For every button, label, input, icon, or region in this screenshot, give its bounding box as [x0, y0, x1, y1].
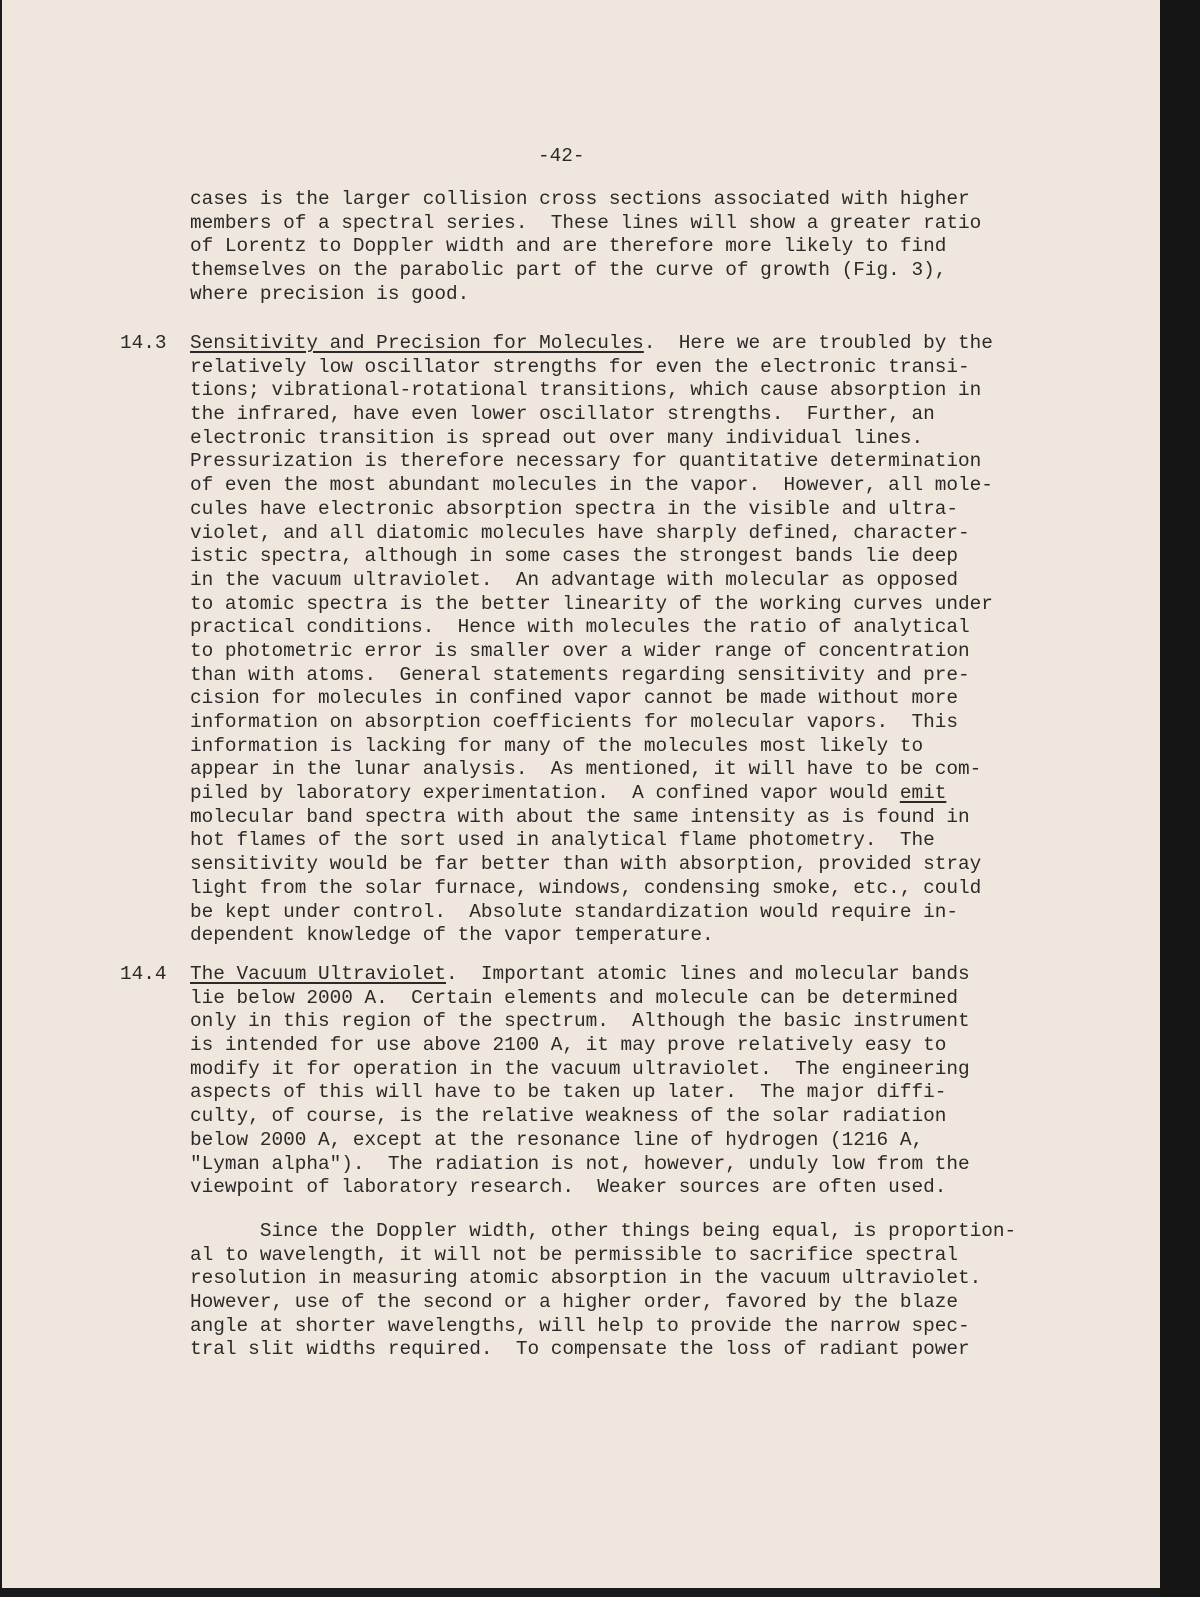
- text-segment: piled by laboratory experimentation. A confined vapor would: [190, 782, 900, 805]
- text-line: practical conditions. Hence with molecules the ratio of analytical: [190, 616, 970, 639]
- text-line: [190, 782, 993, 806]
- text-line: is intended for use above 2100 A, it may prove relatively easy to: [190, 1034, 947, 1057]
- text-line: information on absorption coefficients for molecular vapors. This: [190, 711, 958, 733]
- text-line: However, use of the second or a higher order, favored by the blaze: [190, 1291, 958, 1314]
- paragraph-intro: [190, 188, 981, 306]
- text-segment: . Important atomic lines and molecular bands: [446, 963, 970, 985]
- paragraph-vacuum-uv-continued: [190, 1220, 1016, 1362]
- section-number: 14.4: [120, 963, 167, 985]
- text-line: aspects of this will have to be taken up later. The major diffi-: [190, 1081, 947, 1104]
- text-line: in the vacuum ultraviolet. An advantage with molecular as opposed: [190, 568, 958, 591]
- text-line: [190, 963, 970, 987]
- text-line: appear in the lunar analysis. As mentioned, it will have to be com-: [190, 758, 982, 781]
- section-14-3: [120, 332, 993, 948]
- text-line: angle at shorter wavelengths, will help to provide the narrow spec-: [190, 1314, 970, 1337]
- text-line: of even the most abundant molecules in the vapor. However, all mole-: [190, 474, 993, 497]
- text-line: be kept under control. Absolute standardization would require in-: [190, 900, 958, 923]
- text-segment: . Here we are troubled by the: [643, 332, 993, 354]
- page-number: -42-: [538, 145, 585, 167]
- text-line: istic spectra, although in some cases the strongest bands lie deep: [190, 545, 958, 568]
- text-line: cules have electronic absorption spectra in the visible and ultra-: [190, 497, 958, 520]
- scan-edge: [1160, 0, 1200, 1597]
- text-line: cision for molecules in confined vapor cannot be made without more: [190, 687, 958, 710]
- text-line: to photometric error is smaller over a wider range of concentration: [190, 639, 970, 662]
- underlined-text: The Vacuum Ultraviolet: [190, 963, 446, 985]
- text-line: Since the Doppler width, other things being equal, is proportion-: [190, 1220, 1017, 1242]
- text-line: Pressurization is therefore necessary for quantitative determination: [190, 450, 982, 473]
- text-line: tral slit widths required. To compensate the loss of radiant power: [190, 1338, 970, 1361]
- text-line: where precision is good.: [190, 282, 470, 305]
- text-line: of Lorentz to Doppler width and are therefore more likely to find: [190, 235, 947, 258]
- document-page: [2, 0, 1160, 1588]
- text-line: than with atoms. General statements regarding sensitivity and pre-: [190, 663, 970, 686]
- text-line: sensitivity would be far better than with absorption, provided stray: [190, 853, 982, 876]
- text-line: violet, and all diatomic molecules have sharply defined, character-: [190, 521, 970, 544]
- text-line: lie below 2000 A. Certain elements and molecule can be determined: [190, 986, 958, 1009]
- text-line: viewpoint of laboratory research. Weaker sources are often used.: [190, 1176, 947, 1199]
- text-line: the infrared, have even lower oscillator strengths. Further, an: [190, 403, 935, 426]
- text-line: members of a spectral series. These lines will show a greater ratio: [190, 211, 982, 234]
- text-line: resolution in measuring atomic absorption in the vacuum ultraviolet.: [190, 1267, 982, 1290]
- text-line: to atomic spectra is the better linearity of the working curves under: [190, 592, 993, 615]
- text-line: culty, of course, is the relative weakness of the solar radiation: [190, 1105, 947, 1128]
- text-line: only in this region of the spectrum. Although the basic instrument: [190, 1010, 970, 1033]
- text-line: electronic transition is spread out over many individual lines.: [190, 426, 924, 449]
- section-14-4: [120, 963, 970, 1200]
- text-line: themselves on the parabolic part of the curve of growth (Fig. 3),: [190, 259, 947, 282]
- text-line: molecular band spectra with about the same intensity as is found in: [190, 805, 970, 828]
- text-line: [190, 332, 993, 356]
- section-number: 14.3: [120, 332, 167, 354]
- text-line: dependent knowledge of the vapor temperature.: [190, 924, 714, 947]
- text-line: light from the solar furnace, windows, condensing smoke, etc., could: [190, 876, 982, 899]
- text-line: tions; vibrational-rotational transitions, which cause absorption in: [190, 379, 982, 402]
- text-line: relatively low oscillator strengths for even the electronic transi-: [190, 355, 970, 378]
- text-line: modify it for operation in the vacuum ultraviolet. The engineering: [190, 1057, 970, 1080]
- text-line: al to wavelength, it will not be permissible to sacrifice spectral: [190, 1243, 958, 1266]
- text-line: cases is the larger collision cross sections associated with higher: [190, 188, 970, 210]
- text-line: below 2000 A, except at the resonance line of hydrogen (1216 A,: [190, 1128, 924, 1151]
- underlined-text: emit: [899, 782, 947, 805]
- underlined-text: Sensitivity and Precision for Molecules: [190, 332, 644, 354]
- text-line: "Lyman alpha"). The radiation is not, however, unduly low from the: [190, 1152, 970, 1175]
- text-line: hot flames of the sort used in analytical flame photometry. The: [190, 829, 935, 852]
- text-line: information is lacking for many of the molecules most likely to: [190, 734, 924, 757]
